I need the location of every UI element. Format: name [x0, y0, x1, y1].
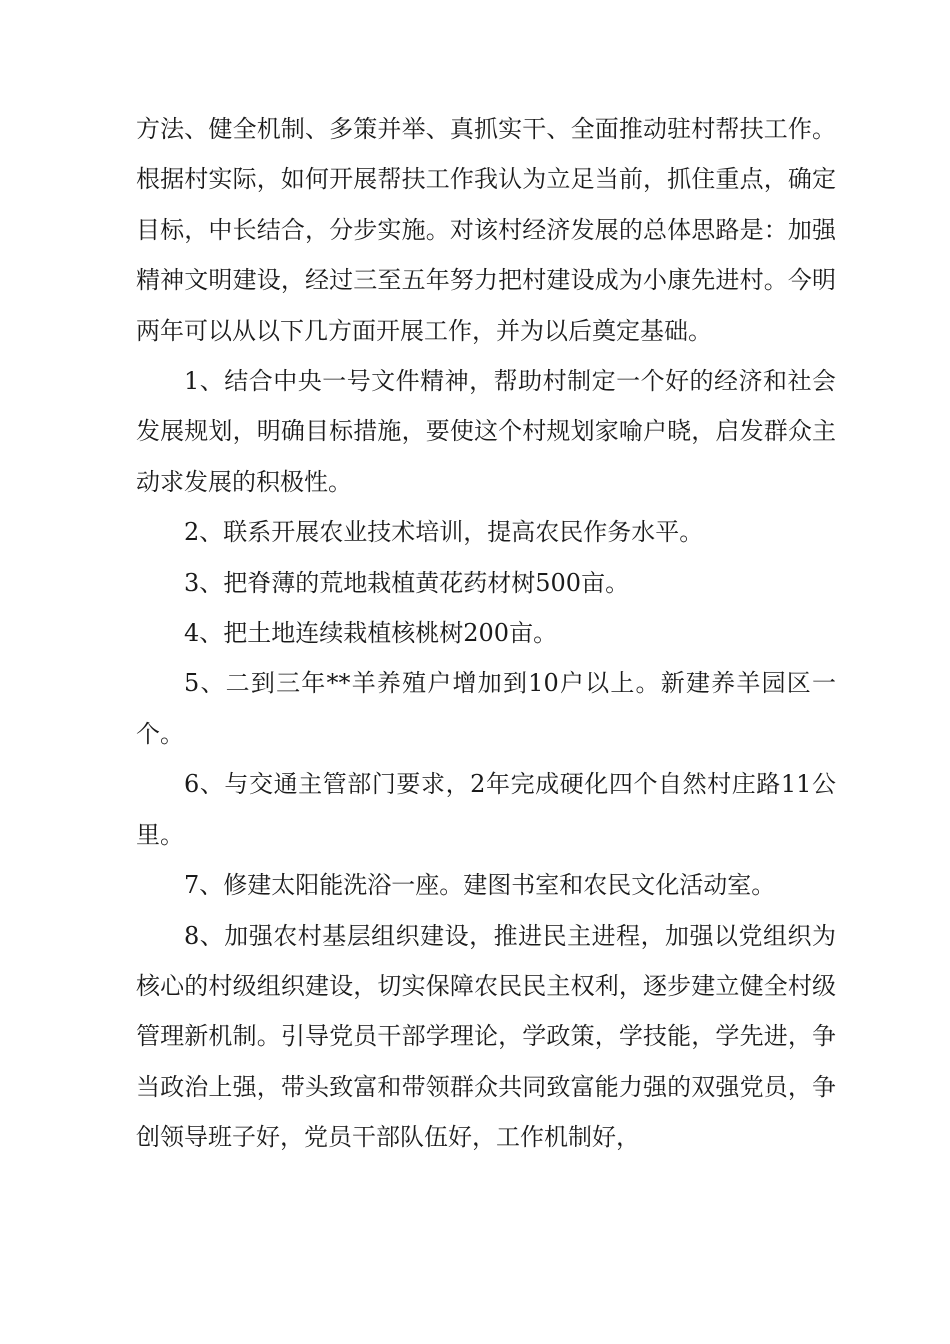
paragraph-item-8: 8、加强农村基层组织建设，推进民主进程，加强以党组织为核心的村级组织建设，切实保障农民民主权利，逐步建立健全村级管理新机制。引导党员干部学理论，学政策，学技能，学先进，争当政治上强，带头致富和带领群众共同致富能力强的双强党员，争创领导班子好，党员干部队伍好，工作机制好， — [136, 921, 836, 1152]
paragraph-item-5: 5、二到三年**羊养殖户增加到10户以上。新建养羊园区一个。 — [136, 669, 836, 748]
paragraph-item-1: 1、结合中央一号文件精神，帮助村制定一个好的经济和社会发展规划，明确目标措施，要使这个村规划家喻户晓，启发群众主动求发展的积极性。 — [136, 367, 836, 496]
paragraph-item-2: 2、联系开展农业技术培训，提高农民作务水平。 — [184, 518, 704, 547]
document-body — [136, 104, 836, 1163]
paragraph-item-3: 3、把脊薄的荒地栽植黄花药材树500亩。 — [184, 568, 630, 597]
paragraph-item-7: 7、修建太阳能洗浴一座。建图书室和农民文化活动室。 — [184, 871, 776, 900]
paragraph-item-4: 4、把土地连续栽植核桃树200亩。 — [184, 619, 558, 648]
paragraph-intro: 方法、健全机制、多策并举、真抓实干、全面推动驻村帮扶工作。根据村实际，如何开展帮扶工作我认为立足当前，抓住重点，确定目标，中长结合，分步实施。对该村经济发展的总体思路是：加强精神文明建设，经过三至五年努力把村建设成为小康先进村。今明两年可以从以下几方面开展工作，并为以后奠定基础。 — [136, 115, 836, 345]
paragraph-item-6: 6、与交通主管部门要求，2年完成硬化四个自然村庄路11公里。 — [136, 770, 836, 849]
